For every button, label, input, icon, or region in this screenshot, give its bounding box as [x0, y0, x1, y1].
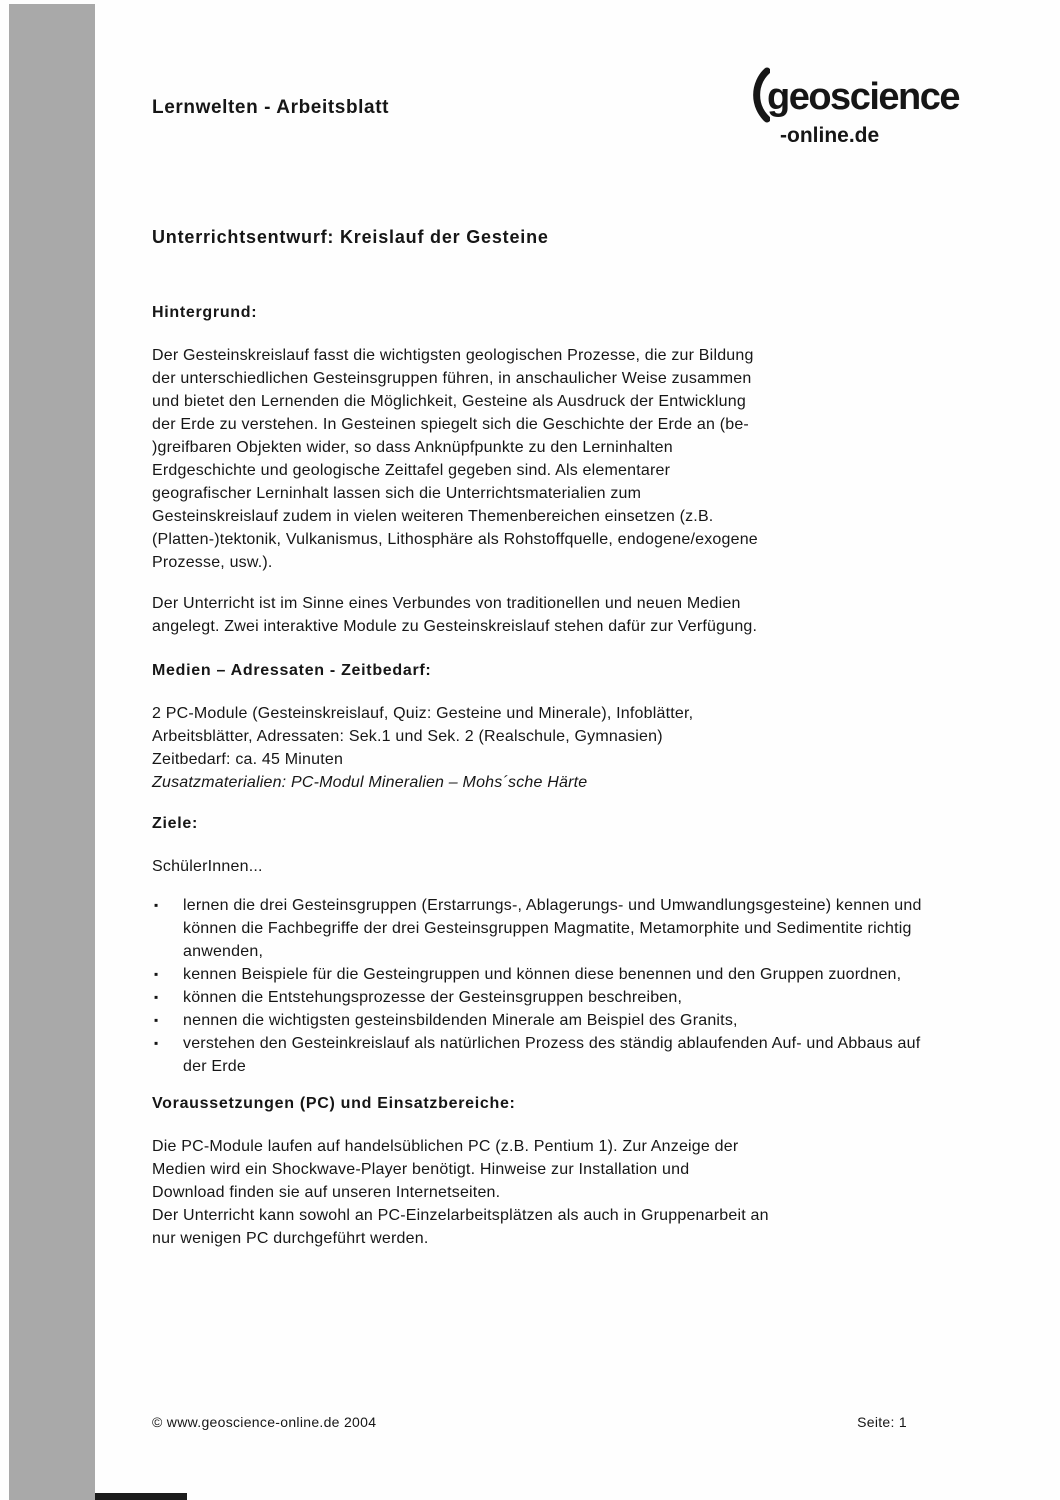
- text-line: und bietet den Lernenden die Möglichkeit, Gesteine als Ausdruck der Entwicklung: [152, 393, 746, 410]
- paragraph-voraussetzungen: [152, 1135, 927, 1250]
- text-line: Der Unterricht ist im Sinne eines Verbundes von traditionellen und neuen Medien: [152, 595, 741, 612]
- section-heading-ziele: Ziele:: [152, 815, 198, 832]
- text-line: (Platten-)tektonik, Vulkanismus, Lithosphäre als Rohstoffquelle, endogene/exogene: [152, 531, 758, 548]
- paragraph-hintergrund-2: [152, 592, 927, 638]
- goals-bullet-list: [152, 894, 927, 1078]
- text-line: Download finden sie auf unseren Internetseiten.: [152, 1184, 501, 1201]
- text-line: Der Gesteinskreislauf fasst die wichtigsten geologischen Prozesse, die zur Bildung: [152, 347, 754, 364]
- logo-arc-icon: [740, 66, 770, 129]
- bullet-square-icon: ▪: [154, 967, 159, 981]
- text-line: geografischer Lerninhalt lassen sich die Unterrichtsmaterialien zum: [152, 485, 642, 502]
- page-footer: [152, 1414, 907, 1430]
- bullet-square-icon: ▪: [154, 1036, 159, 1050]
- text-line: Gesteinskreislauf zudem in vielen weiteren Themenbereichen einsetzen (z.B.: [152, 508, 714, 525]
- paragraph-hintergrund-1: [152, 344, 927, 574]
- text-line: Arbeitsblätter, Adressaten: Sek.1 und Sek. 2 (Realschule, Gymnasien): [152, 728, 663, 745]
- bullet-text: verstehen den Gesteinkreislauf als natürlichen Prozess des ständig ablaufenden Auf- und Abbaus auf der Erde: [183, 1035, 921, 1075]
- logo-brand-text: geoscience: [767, 76, 959, 118]
- text-line: der Erde zu verstehen. In Gesteinen spiegelt sich die Geschichte der Erde an (be-: [152, 416, 749, 433]
- footer-page-number: Seite: 1: [857, 1414, 907, 1430]
- section-heading-hintergrund: Hintergrund:: [152, 304, 258, 321]
- text-line: nur wenigen PC durchgeführt werden.: [152, 1230, 429, 1247]
- text-line: der unterschiedlichen Gesteinsgruppen führen, in anschaulicher Weise zusammen: [152, 370, 752, 387]
- paragraph-ziele-intro: SchülerInnen...: [152, 858, 263, 875]
- bullet-text: lernen die drei Gesteinsgruppen (Erstarrungs-, Ablagerungs- und Umwandlungsgesteine) kennen und können die Fachbegriffe der drei Gesteinsgruppen Magmatite, Metamorphite und Sedimentite richtig anwenden,: [183, 897, 922, 960]
- text-line: Prozesse, usw.).: [152, 554, 273, 571]
- geoscience-logo: [740, 66, 980, 148]
- logo-domain-text: -online.de: [780, 124, 880, 147]
- bullet-text: kennen Beispiele für die Gesteingruppen und können diese benennen und den Gruppen zuordnen,: [183, 966, 902, 983]
- bullet-square-icon: ▪: [154, 898, 159, 912]
- section-heading-voraussetzungen: Voraussetzungen (PC) und Einsatzbereiche:: [152, 1095, 516, 1112]
- bullet-square-icon: ▪: [154, 1013, 159, 1027]
- list-item: [152, 1009, 927, 1032]
- list-item: [152, 894, 927, 963]
- header-title: Lernwelten - Arbeitsblatt: [152, 97, 390, 118]
- page-margin-strip: [9, 4, 95, 1500]
- text-line: 2 PC-Module (Gesteinskreislauf, Quiz: Gesteine und Minerale), Infoblätter,: [152, 705, 694, 722]
- logo-main-row: [740, 66, 980, 129]
- bullet-square-icon: ▪: [154, 990, 159, 1004]
- paragraph-medien: [152, 702, 927, 794]
- page-edge-mark: [95, 1493, 187, 1500]
- text-line: )greifbaren Objekten wider, so dass Anknüpfpunkte zu den Lerninhalten: [152, 439, 673, 456]
- text-line: angelegt. Zwei interaktive Module zu Gesteinskreislauf stehen dafür zur Verfügung.: [152, 618, 758, 635]
- list-item: [152, 986, 927, 1009]
- bullet-text: nennen die wichtigsten gesteinsbildenden Minerale am Beispiel des Granits,: [183, 1012, 738, 1029]
- bullet-text: können die Entstehungsprozesse der Gesteinsgruppen beschreiben,: [183, 989, 683, 1006]
- text-line: Der Unterricht kann sowohl an PC-Einzelarbeitsplätzen als auch in Gruppenarbeit an: [152, 1207, 769, 1224]
- text-line: Medien wird ein Shockwave-Player benötigt. Hinweise zur Installation und: [152, 1161, 690, 1178]
- text-line: Erdgeschichte und geologische Zeittafel gegeben sind. Als elementarer: [152, 462, 671, 479]
- text-line-zusatzmaterialien: Zusatzmaterialien: PC-Modul Mineralien – Mohs´sche Härte: [152, 774, 588, 791]
- text-line: Die PC-Module laufen auf handelsüblichen PC (z.B. Pentium 1). Zur Anzeige der: [152, 1138, 739, 1155]
- list-item: [152, 963, 927, 986]
- text-line: Zeitbedarf: ca. 45 Minuten: [152, 751, 344, 768]
- document-title: Unterrichtsentwurf: Kreislauf der Gesteine: [152, 227, 549, 247]
- footer-copyright: © www.geoscience-online.de 2004: [152, 1414, 377, 1430]
- section-heading-medien: Medien – Adressaten - Zeitbedarf:: [152, 662, 432, 679]
- document-body: [152, 226, 927, 1268]
- list-item: [152, 1032, 927, 1078]
